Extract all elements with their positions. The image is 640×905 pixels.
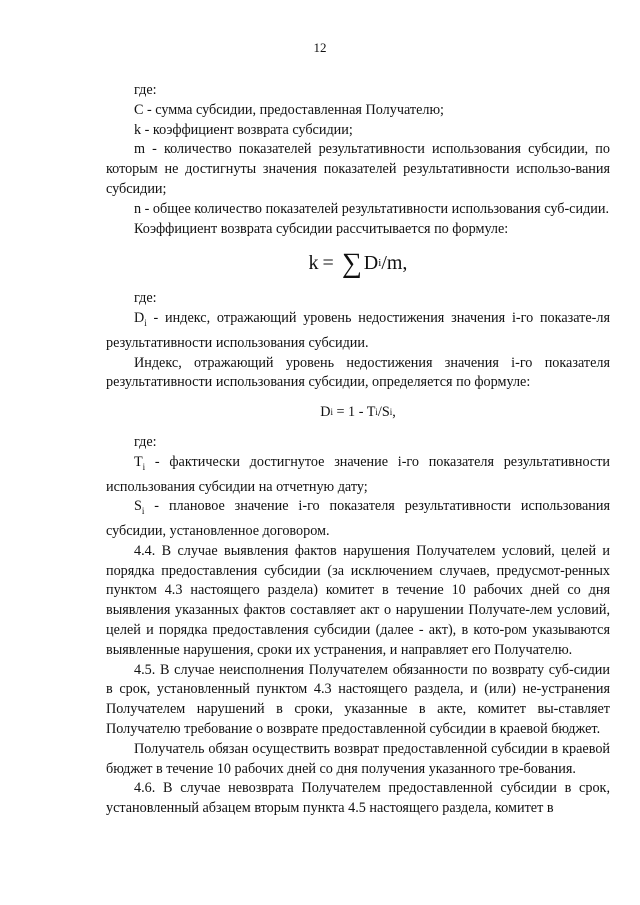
di-text: - индекс, отражающий уровень недостижения значения i-го показате-ля результативности использования субсидии. xyxy=(106,310,610,351)
definition-ti xyxy=(106,453,610,497)
formula-d-end: , xyxy=(392,404,396,421)
where-label-2: где: xyxy=(134,290,157,307)
formula-d-d: D xyxy=(320,404,331,421)
formula-d-s-sub: i xyxy=(389,407,393,418)
formula-d xyxy=(106,393,610,433)
ti-text: - фактически достигнутое значение i-го показателя результативности использования субсидии на отчетную дату; xyxy=(106,453,610,495)
document-body xyxy=(106,81,610,819)
formula-k-d: D xyxy=(363,252,379,275)
si-letter: S xyxy=(134,498,142,515)
formula-d-slash: /S xyxy=(377,404,390,421)
paragraph-4-5: 4.5. В случае неисполнения Получателем обязанности по возврату суб-сидии в срок, установленный пунктом 4.3 настоящего раздела, и (или) не-устранения Получателем нарушений в сроки, указанные в акте, комитет вы-ставляет Получателю требование о возврате предоставленной субсидии в краевой бюджет. xyxy=(106,661,610,737)
paragraph-4-6: 4.6. В случае невозврата Получателем предоставленной субсидии в срок, установленный абзацем вторым пункта 4.5 настоящего раздела, комитет в xyxy=(106,780,610,817)
formula-k-d-sub: i xyxy=(378,257,382,270)
paragraph-4-4: 4.4. В случае выявления фактов нарушения Получателем условий, целей и порядка предоставления субсидии (за исключением случаев, предусмот-ренных пунктом 4.3 настоящего раздела) комитет в течение 10 рабочих дней со дня выявления указанных фактов составляет акт о нарушении Получате-лем условий, целей и порядка предоставления субсидии (далее - акт), в кото-ром указываются выявленные нарушения, сроки их устранения, и направляет его Получателю. xyxy=(106,542,610,658)
formula-k-eq: = xyxy=(322,252,334,275)
definition-c: С - сумма субсидии, предоставленная Получателю; xyxy=(134,101,445,118)
paragraph-4-5-obligation: Получатель обязан осуществить возврат предоставленной субсидии в краевой бюджет в течение 10 рабочих дней со дня получения указанного тре-бования. xyxy=(106,740,610,777)
definition-n: n - общее количество показателей результативности использования суб-сидии. xyxy=(134,200,610,217)
formula-k-rest: /m, xyxy=(381,252,408,275)
page-number: 12 xyxy=(313,40,327,55)
formula-d-d-sub: i xyxy=(330,407,333,418)
index-intro: Индекс, отражающий уровень недостижения значения i-го показателя результативности использования субсидии, определяется по формуле: xyxy=(106,354,610,391)
formula-d-t-sub: i xyxy=(375,407,378,418)
definition-k: k - коэффициент возврата субсидии; xyxy=(134,121,353,138)
definition-m: m - количество показателей результативности использования субсидии, по которым не достигнуты значения показателей результативности использо-вания субсидии; xyxy=(106,141,610,197)
formula-k xyxy=(106,239,610,289)
definition-di xyxy=(106,309,610,353)
si-text: - плановое значение i-го показателя результативности использования субсидии, установленное договором. xyxy=(106,498,610,540)
where-label-3: где: xyxy=(134,434,157,451)
si-sub: i xyxy=(141,506,145,517)
sum-symbol: ∑ xyxy=(341,248,362,280)
ti-letter: T xyxy=(134,453,143,470)
ti-sub: i xyxy=(142,461,146,472)
formula-d-mid: = 1 - T xyxy=(332,404,376,421)
coefficient-intro: Коэффициент возврата субсидии рассчитывается по формуле: xyxy=(134,220,509,237)
where-label: где: xyxy=(134,82,157,98)
di-letter: D xyxy=(134,310,145,327)
definition-si xyxy=(106,497,610,541)
formula-k-lhs: k xyxy=(308,252,319,275)
di-sub: i xyxy=(144,318,147,328)
